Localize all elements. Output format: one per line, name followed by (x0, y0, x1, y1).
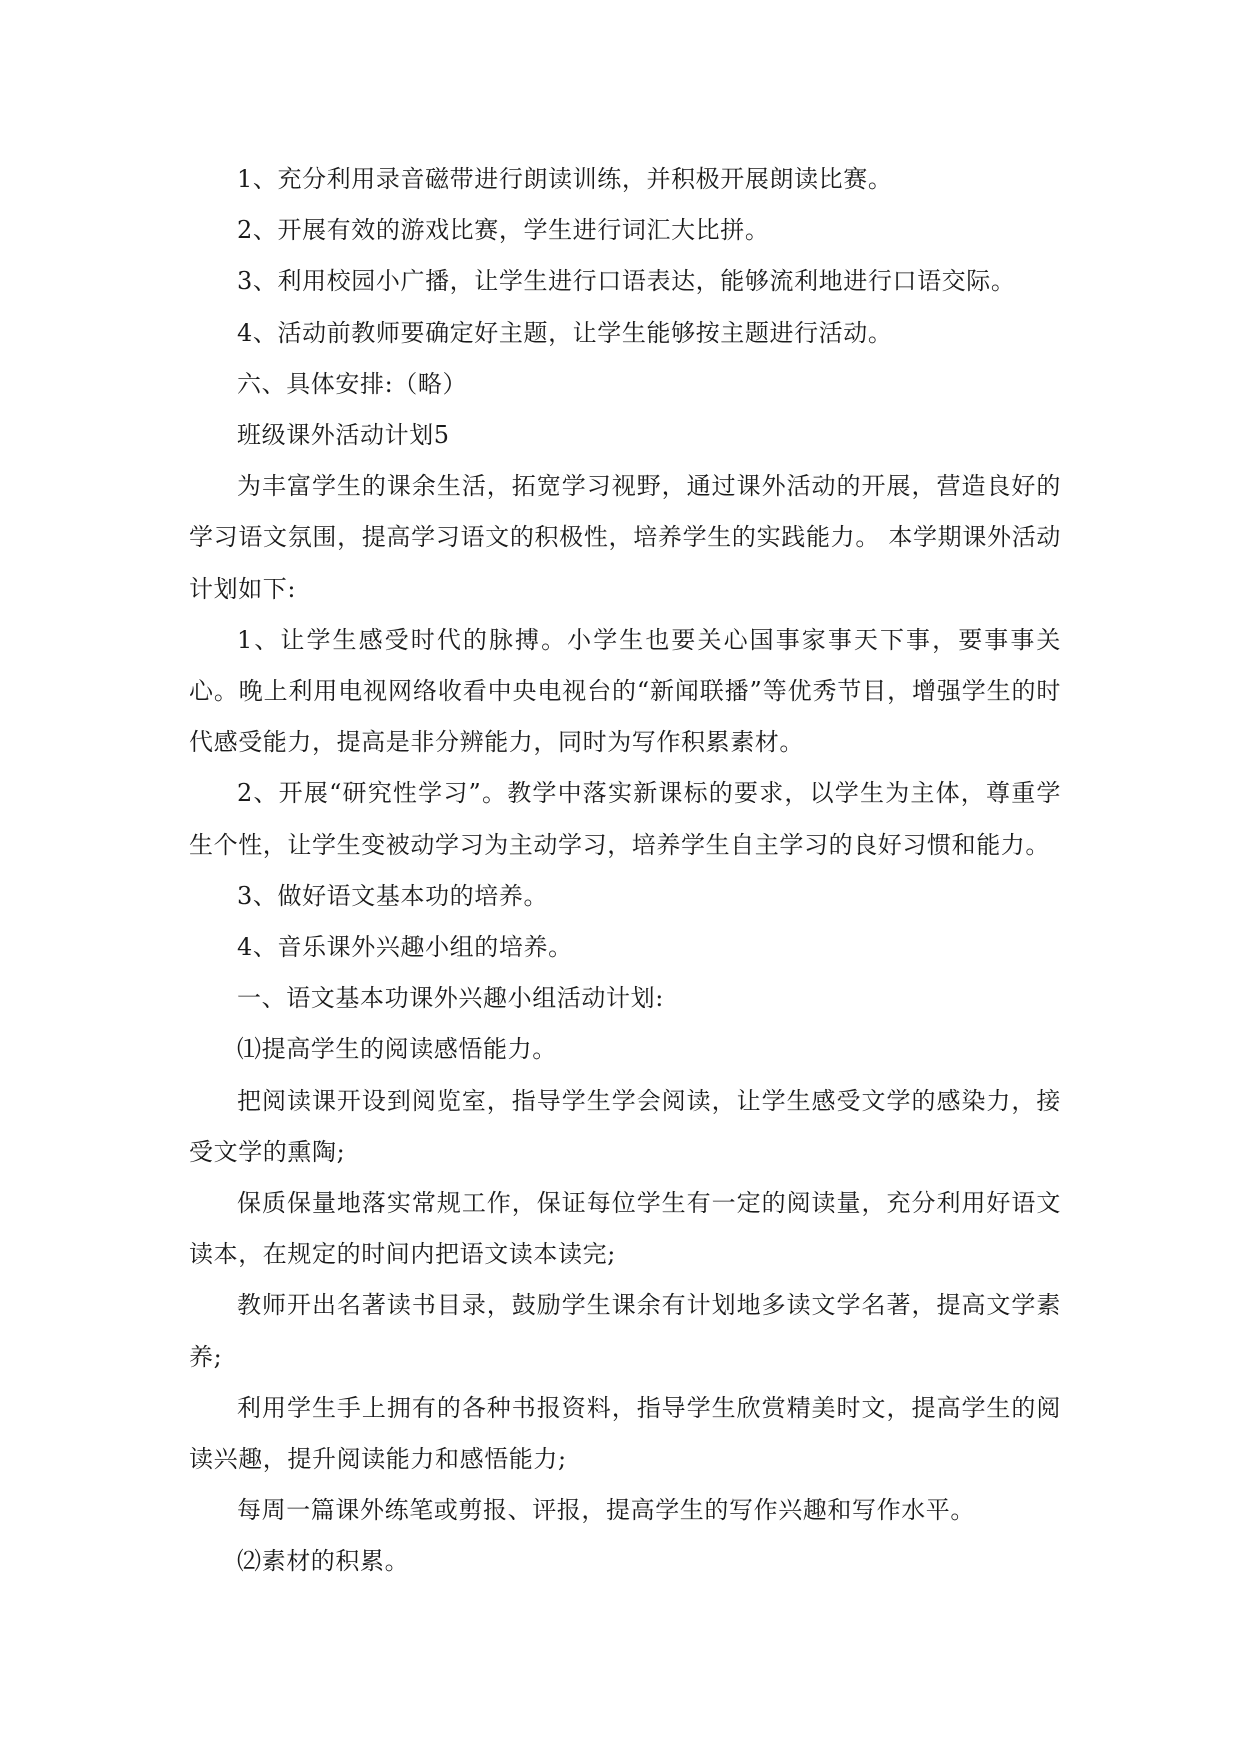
paragraph-classics-list: 教师开出名著读书目录，鼓励学生课余有计划地多读文学名著，提高文学素养; (189, 1291, 1061, 1371)
section-heading-schedule: 六、具体安排:（略） (237, 369, 468, 398)
paragraph-reading-room: 把阅读课开设到阅览室，指导学生学会阅读，让学生感受文学的感染力，接受文学的熏陶; (189, 1086, 1061, 1166)
paragraph-weekly-writing: 每周一篇课外练笔或剪报、评报，提高学生的写作兴趣和写作水平。 (237, 1496, 975, 1525)
paragraph-reading-quantity: 保质保量地落实常规工作，保证每位学生有一定的阅读量，充分利用好语文读本，在规定的时间内把语文读本读完; (189, 1189, 1061, 1269)
list-item-campus-broadcast: 3、利用校园小广播，让学生进行口语表达，能够流利地进行口语交际。 (237, 267, 1016, 296)
list-item-music-group: 4、音乐课外兴趣小组的培养。 (237, 933, 573, 962)
list-item-chinese-basics: 3、做好语文基本功的培养。 (237, 881, 549, 910)
list-item-recording-practice: 1、充分利用录音磁带进行朗读训练，并积极开展朗读比赛。 (237, 165, 893, 193)
subheading-material-accumulation: ⑵素材的积累。 (237, 1547, 410, 1576)
list-item-feel-the-times: 1、让学生感受时代的脉搏。小学生也要关心国事家事天下事，要事事关心。晚上利用电视网络收看中央电视台的“新闻联播”等优秀节目，增强学生的时代感受能力，提高是非分辨能力，同时为写作积累素材。 (189, 625, 1061, 757)
list-item-activity-theme: 4、活动前教师要确定好主题，让学生能够按主题进行活动。 (237, 318, 893, 347)
list-item-vocabulary-game: 2、开展有效的游戏比赛，学生进行词汇大比拼。 (237, 216, 770, 245)
subheading-reading-ability: ⑴提高学生的阅读感悟能力。 (237, 1035, 557, 1064)
list-item-research-learning: 2、开展“研究性学习”。教学中落实新课标的要求，以学生为主体，尊重学生个性，让学生变被动学习为主动学习，培养学生自主学习的良好习惯和能力。 (189, 779, 1061, 859)
paragraph-newspaper-materials: 利用学生手上拥有的各种书报资料，指导学生欣赏精美时文，提高学生的阅读兴趣，提升阅读能力和感悟能力; (189, 1393, 1061, 1474)
intro-paragraph: 为丰富学生的课余生活，拓宽学习视野，通过课外活动的开展，营造良好的学习语文氛围，提高学习语文的积极性，培养学生的实践能力。 本学期课外活动计划如下: (189, 472, 1061, 603)
document-body (189, 154, 1061, 1588)
plan-title: 班级课外活动计划5 (237, 421, 450, 450)
section-heading-chinese-group-plan: 一、语文基本功课外兴趣小组活动计划: (237, 984, 664, 1013)
